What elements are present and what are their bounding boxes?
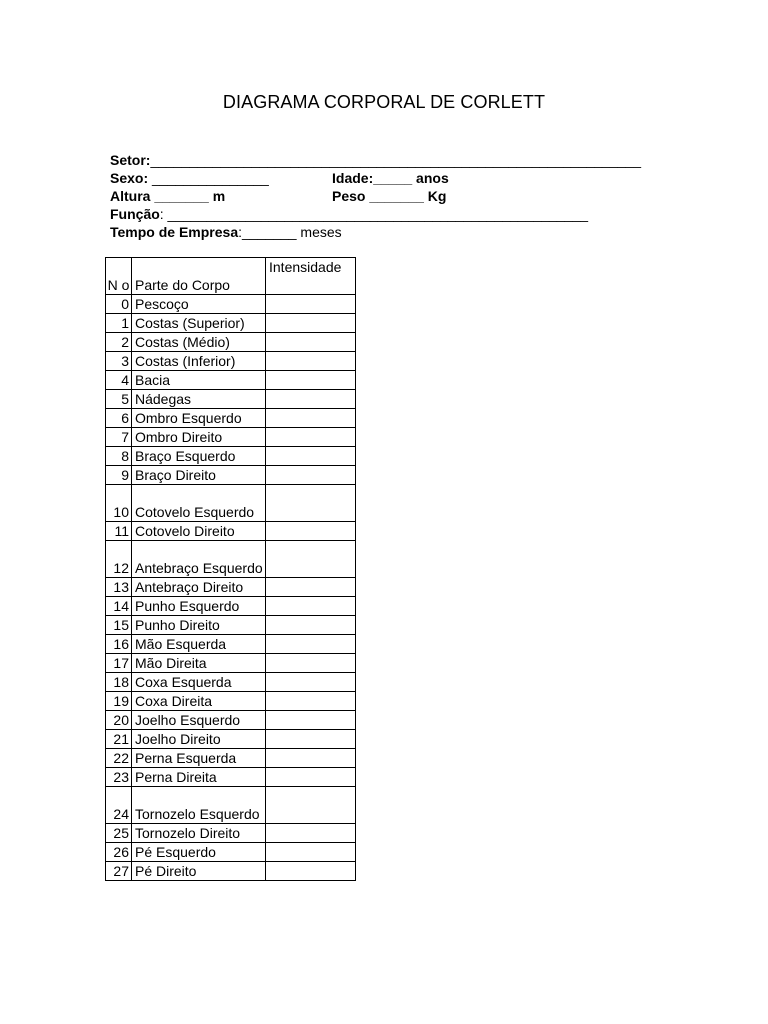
altura-peso-line xyxy=(110,187,641,205)
row-number: 3 xyxy=(106,352,132,371)
table-row xyxy=(106,578,356,597)
row-body-part: Pé Esquerdo xyxy=(132,843,266,862)
row-intensity-cell[interactable] xyxy=(266,673,356,692)
row-body-part: Punho Direito xyxy=(132,616,266,635)
row-intensity-cell[interactable] xyxy=(266,711,356,730)
funcao-label: Função xyxy=(110,206,160,222)
altura-label: Altura xyxy=(110,188,151,204)
table-row xyxy=(106,295,356,314)
row-intensity-cell[interactable] xyxy=(266,768,356,787)
header-intensity: Intensidade xyxy=(266,258,356,295)
peso-group xyxy=(332,187,446,205)
row-intensity-cell[interactable] xyxy=(266,749,356,768)
row-intensity-cell[interactable] xyxy=(266,390,356,409)
row-intensity-cell[interactable] xyxy=(266,787,356,824)
altura-field[interactable]: _______ m xyxy=(150,188,226,204)
row-number: 20 xyxy=(106,711,132,730)
row-number: 17 xyxy=(106,654,132,673)
row-body-part: Coxa Direita xyxy=(132,692,266,711)
row-number: 13 xyxy=(106,578,132,597)
table-row xyxy=(106,371,356,390)
row-number: 2 xyxy=(106,333,132,352)
row-intensity-cell[interactable] xyxy=(266,371,356,390)
row-number: 11 xyxy=(106,522,132,541)
table-row xyxy=(106,314,356,333)
table-row xyxy=(106,616,356,635)
row-intensity-cell[interactable] xyxy=(266,654,356,673)
idade-group xyxy=(332,169,449,187)
table-row xyxy=(106,824,356,843)
row-body-part: Nádegas xyxy=(132,390,266,409)
row-body-part: Ombro Direito xyxy=(132,428,266,447)
row-intensity-cell[interactable] xyxy=(266,485,356,522)
table-row xyxy=(106,447,356,466)
row-number: 14 xyxy=(106,597,132,616)
setor-line xyxy=(110,151,641,169)
row-intensity-cell[interactable] xyxy=(266,352,356,371)
funcao-line xyxy=(110,205,641,223)
table-row xyxy=(106,862,356,881)
row-body-part: Bacia xyxy=(132,371,266,390)
row-body-part: Cotovelo Direito xyxy=(132,522,266,541)
row-number: 25 xyxy=(106,824,132,843)
peso-field[interactable]: _______ Kg xyxy=(365,188,447,204)
row-body-part: Cotovelo Esquerdo xyxy=(132,485,266,522)
row-number: 5 xyxy=(106,390,132,409)
header-no: N o xyxy=(106,258,132,295)
row-body-part: Ombro Esquerdo xyxy=(132,409,266,428)
table-row xyxy=(106,711,356,730)
row-intensity-cell[interactable] xyxy=(266,824,356,843)
funcao-field[interactable]: : ______________________________________________________ xyxy=(159,206,589,222)
row-intensity-cell[interactable] xyxy=(266,597,356,616)
row-body-part: Perna Esquerda xyxy=(132,749,266,768)
worker-info-section xyxy=(110,151,641,241)
tempo-field[interactable]: :_______ meses xyxy=(238,224,342,240)
row-number: 12 xyxy=(106,541,132,578)
row-body-part: Mão Esquerda xyxy=(132,635,266,654)
row-body-part: Braço Direito xyxy=(132,466,266,485)
row-body-part: Coxa Esquerda xyxy=(132,673,266,692)
row-number: 24 xyxy=(106,787,132,824)
body-parts-table xyxy=(105,257,356,881)
table-row xyxy=(106,390,356,409)
row-intensity-cell[interactable] xyxy=(266,862,356,881)
row-number: 10 xyxy=(106,485,132,522)
idade-field[interactable]: _____ anos xyxy=(373,170,449,186)
table-row xyxy=(106,485,356,522)
row-number: 23 xyxy=(106,768,132,787)
row-intensity-cell[interactable] xyxy=(266,314,356,333)
row-body-part: Joelho Esquerdo xyxy=(132,711,266,730)
setor-label: Setor: xyxy=(110,152,151,168)
table-row xyxy=(106,597,356,616)
row-body-part: Perna Direita xyxy=(132,768,266,787)
row-body-part: Costas (Superior) xyxy=(132,314,266,333)
row-body-part: Costas (Médio) xyxy=(132,333,266,352)
row-intensity-cell[interactable] xyxy=(266,730,356,749)
row-number: 18 xyxy=(106,673,132,692)
row-body-part: Braço Esquerdo xyxy=(132,447,266,466)
page-title: DIAGRAMA CORPORAL DE CORLETT xyxy=(222,92,546,112)
row-body-part: Pé Direito xyxy=(132,862,266,881)
row-intensity-cell[interactable] xyxy=(266,409,356,428)
row-intensity-cell[interactable] xyxy=(266,333,356,352)
table-row xyxy=(106,409,356,428)
tempo-label: Tempo de Empresa xyxy=(110,224,239,240)
row-number: 21 xyxy=(106,730,132,749)
row-number: 6 xyxy=(106,409,132,428)
table-row xyxy=(106,522,356,541)
table-row xyxy=(106,768,356,787)
idade-label: Idade: xyxy=(332,170,374,186)
table-row xyxy=(106,692,356,711)
sexo-field[interactable]: _______________ xyxy=(148,170,269,186)
row-body-part: Costas (Inferior) xyxy=(132,352,266,371)
setor-field[interactable]: _______________________________________________________________ xyxy=(150,152,641,168)
row-intensity-cell[interactable] xyxy=(266,843,356,862)
sexo-label: Sexo: xyxy=(110,170,149,186)
table-row xyxy=(106,654,356,673)
row-body-part: Pescoço xyxy=(132,295,266,314)
row-intensity-cell[interactable] xyxy=(266,578,356,597)
table-row xyxy=(106,428,356,447)
peso-label: Peso xyxy=(332,188,366,204)
row-body-part: Tornozelo Direito xyxy=(132,824,266,843)
row-intensity-cell[interactable] xyxy=(266,466,356,485)
table-row xyxy=(106,541,356,578)
row-body-part: Mão Direita xyxy=(132,654,266,673)
row-number: 15 xyxy=(106,616,132,635)
table-row xyxy=(106,673,356,692)
row-number: 27 xyxy=(106,862,132,881)
row-body-part: Joelho Direito xyxy=(132,730,266,749)
row-number: 16 xyxy=(106,635,132,654)
row-intensity-cell[interactable] xyxy=(266,295,356,314)
table-row xyxy=(106,466,356,485)
table-row xyxy=(106,787,356,824)
row-body-part: Tornozelo Esquerdo xyxy=(132,787,266,824)
row-number: 19 xyxy=(106,692,132,711)
row-intensity-cell[interactable] xyxy=(266,635,356,654)
row-number: 1 xyxy=(106,314,132,333)
row-number: 4 xyxy=(106,371,132,390)
row-intensity-cell[interactable] xyxy=(266,616,356,635)
row-number: 9 xyxy=(106,466,132,485)
row-number: 8 xyxy=(106,447,132,466)
tempo-line xyxy=(110,223,641,241)
sexo-idade-line xyxy=(110,169,641,187)
row-intensity-cell[interactable] xyxy=(266,541,356,578)
row-intensity-cell[interactable] xyxy=(266,428,356,447)
row-number: 7 xyxy=(106,428,132,447)
row-intensity-cell[interactable] xyxy=(266,522,356,541)
row-body-part: Antebraço Esquerdo xyxy=(132,541,266,578)
table-row xyxy=(106,749,356,768)
table-row xyxy=(106,730,356,749)
table-row xyxy=(106,635,356,654)
row-body-part: Punho Esquerdo xyxy=(132,597,266,616)
header-part: Parte do Corpo xyxy=(132,258,266,295)
row-number: 22 xyxy=(106,749,132,768)
table-row xyxy=(106,333,356,352)
row-intensity-cell[interactable] xyxy=(266,447,356,466)
row-number: 0 xyxy=(106,295,132,314)
table-row xyxy=(106,843,356,862)
table-row xyxy=(106,352,356,371)
row-intensity-cell[interactable] xyxy=(266,692,356,711)
row-body-part: Antebraço Direito xyxy=(132,578,266,597)
table-header-row xyxy=(106,258,356,295)
row-number: 26 xyxy=(106,843,132,862)
